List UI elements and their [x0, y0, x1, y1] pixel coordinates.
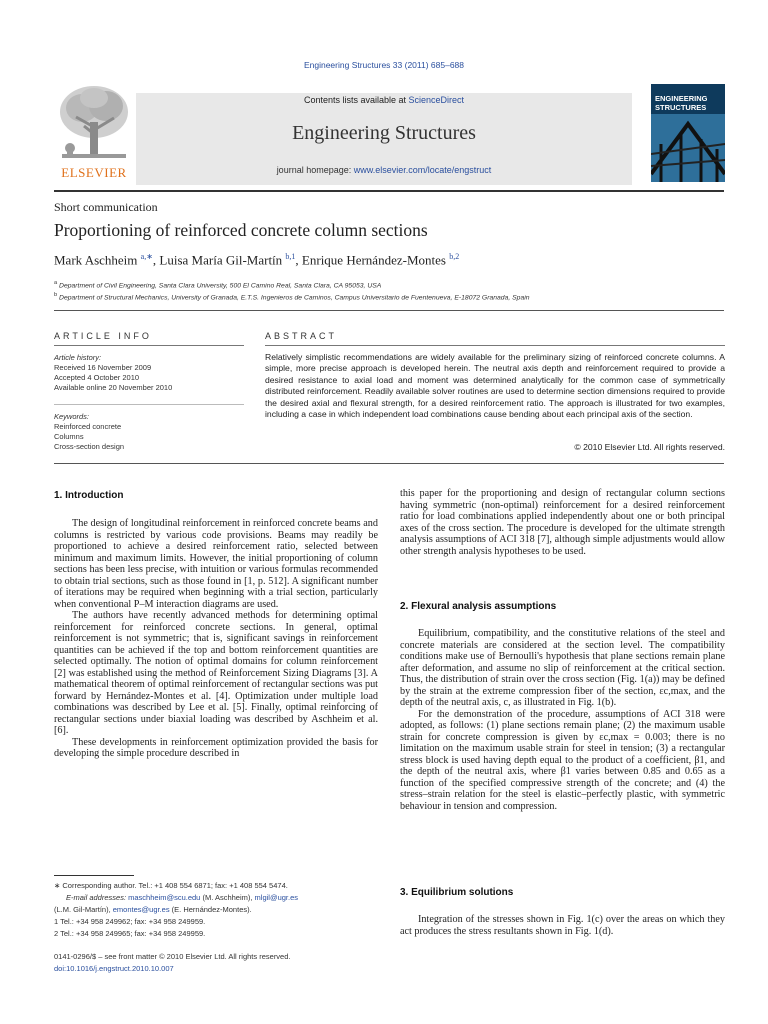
paragraph: Equilibrium, compatibility, and the constitutive relations of the steel and concrete materials are considered at the section level. The compatibility conditions make use of Bernoulli's hypothesis that plane sections remain plane after deformation, and assume no slip of reinforcement at the critical section. Thus, the distribution of strain over the cross section (Fig. 1(a)) may be defined by the strain at the extreme compression fiber of the section, εc,max, and the depth of the neutral axis, c, as illustrated in Fig. 1(b). [400, 628, 725, 708]
keyword: Columns [54, 432, 84, 441]
contents-line [136, 95, 632, 105]
right-column-continuation [400, 488, 725, 557]
keywords-label: Keywords: [54, 412, 90, 421]
left-column-body [54, 518, 378, 760]
author-affiliation-mark[interactable]: b,1 [285, 252, 296, 261]
email-link[interactable]: mlgil@ugr.es [254, 893, 299, 902]
paragraph: this paper for the proportioning and design of rectangular column sections having symmetric (non-optimal) reinforcement for a desired reinforcement ratio for load combinations applied independently about one or both principal axes of the cross section. The procedure is developed for the ultimate strength analysis assumptions of ACI 318 [7], although simple adjustments would allow other strength analysis hypotheses to be used. [400, 488, 725, 557]
homepage-prefix: journal homepage: [276, 165, 354, 175]
paragraph: These developments in reinforcement optimization provided the basis for developing the simple procedure described in [54, 736, 378, 759]
history-label: Article history: [54, 353, 102, 362]
footnote-2: 2 Tel.: +34 958 249965; fax: +34 958 249959. [54, 929, 206, 938]
received-date: Received 16 November 2009 [54, 363, 152, 372]
abstract-rule [265, 345, 725, 346]
section-2-heading: 2. Flexural analysis assumptions [400, 601, 557, 612]
cover-title [655, 94, 721, 112]
email-link[interactable]: emontes@ugr.es [112, 905, 170, 914]
affiliation-text: Department of Structural Mechanics, University of Granada, E.T.S. Ingenieros de Caminos, Campus Universitario de Fuentenueva, E-18072 Granada, Spain [59, 294, 530, 302]
journal-reference[interactable]: Engineering Structures 33 (2011) 685–688 [303, 60, 465, 70]
article-info-heading: ARTICLE INFO [54, 331, 152, 341]
section-2-body [400, 628, 725, 812]
paragraph: Integration of the stresses shown in Fig. 1(c) over the areas on which they act produces the stress resultants shown in Fig. 1(d). [400, 914, 725, 937]
author-name: Enrique Hernández-Montes [301, 252, 446, 268]
keyword: Reinforced concrete [54, 422, 122, 431]
email-owner: (M. Aschheim), [200, 893, 255, 902]
paragraph: The authors have recently advanced methods for determining optimal reinforcement for reinforced concrete sections. In general, optimal reinforcement is not symmetric; that is, significant savings in reinforcement quantities can be achieved if the top and bottom reinforcement quantities are selected optimally. The notion of optimal domains for column reinforcement [2] was established using the method of Reinforcement Sizing Diagrams [3]. A mathematical theorem of optimal reinforcement of rectangular sections was put forward by Hernández-Montes et al. [4]. Optimization under multiple load combinations was described by Lee et al. [5]. Finally, optimal reinforcing of rectangular sections under biaxial loading was described by Aschheim et al. [6]. [54, 610, 378, 736]
section-3-heading: 3. Equilibrium solutions [400, 887, 514, 898]
keywords-block [54, 412, 124, 452]
author-list: Mark Aschheim $^{a,∗}$, Luisa María Gil-Martín $^{b,1}$, Enrique Hernández-Montes $^{b,2}$ [54, 252, 460, 268]
author-affiliation-mark[interactable]: a,∗ [140, 252, 153, 261]
history-block [54, 353, 172, 393]
accepted-date: Accepted 4 October 2010 [54, 373, 140, 382]
article-type: Short communication [54, 200, 158, 214]
cover-title-line-2: STRUCTURES [655, 103, 707, 112]
footnote-corresponding: ∗ Corresponding author. Tel.: +1 408 554 6871; fax: +1 408 554 5474. [54, 881, 288, 890]
footnote-emails [54, 892, 298, 903]
sciencedirect-link[interactable]: ScienceDirect [408, 95, 465, 105]
homepage-line [136, 165, 632, 175]
author-name: Mark Aschheim [54, 252, 138, 268]
journal-title: Engineering Structures [292, 122, 476, 144]
cover-title-line-1: ENGINEERING [655, 94, 708, 103]
journal-cover-image [651, 84, 725, 182]
header-rule [54, 190, 724, 192]
article-info-rule [54, 345, 244, 346]
email-owner: (L.M. Gil-Martín), [54, 905, 113, 914]
email-label: E-mail addresses: [66, 893, 127, 902]
footnote-emails-cont [54, 904, 252, 915]
elsevier-wordmark: ELSEVIER [61, 165, 127, 180]
keywords-rule [54, 404, 244, 405]
affiliation-a [54, 280, 381, 289]
paragraph: For the demonstration of the procedure, assumptions of ACI 318 were adopted, as follows: (1) plane sections remain plane; (2) the maximum usable strain for concrete compression is given by εc,max = 0.003; there is no limitation on the maximum usable strain for steel in tension; (3) a rectangular stress block is used having depth equal to the product of a coefficient, β1, and the depth of the neutral axis, where β1 varies between 0.85 and 0.65 as a function of the specified compressive strength of the concrete; and (4) the stress–strain relation for the steel is elastic–perfectly plastic, with symmetric behaviour in tension and compression. [400, 708, 725, 812]
author-affiliation-mark[interactable]: b,2 [449, 252, 460, 261]
abstract-heading: ABSTRACT [265, 331, 338, 341]
affiliation-text: Department of Civil Engineering, Santa Clara University, 500 El Camino Real, Santa Clara, CA 95053, USA [59, 282, 382, 290]
homepage-link[interactable]: www.elsevier.com/locate/engstruct [353, 165, 492, 175]
paragraph: The design of longitudinal reinforcement in reinforced concrete beams and columns is restricted by various code provisions. Beams may readily be proportioned to achieve a desired reinforcement ratio, selected between minimum and maximum limits. However, the initial proportioning of column sections has been less precise, with intuition or various formulas recommended to obtain trial sections, such as those found in [1, p. 512]. A significant number of iterations may be required when beginning with a trial section, particularly when conventional P–M interaction diagrams are used. [54, 518, 378, 610]
affiliation-mark: b [54, 292, 58, 298]
abstract-end-rule [54, 463, 724, 464]
section-1-heading: 1. Introduction [54, 490, 124, 501]
cover-structure-art [651, 114, 725, 182]
doi-link[interactable]: doi:10.1016/j.engstruct.2010.10.007 [54, 964, 174, 973]
footnote-1: 1 Tel.: +34 958 249962; fax: +34 958 249959. [54, 917, 206, 926]
section-3-body [400, 914, 725, 937]
online-date: Available online 20 November 2010 [54, 383, 173, 392]
keyword: Cross-section design [54, 442, 125, 451]
author-name: Luisa María Gil-Martín [159, 252, 283, 268]
affiliation-b [54, 292, 530, 301]
contents-prefix: Contents lists available at [303, 95, 409, 105]
affiliation-mark: a [54, 280, 58, 286]
email-link[interactable]: maschheim@scu.edu [128, 893, 201, 902]
affiliation-rule [54, 310, 724, 311]
footnote-rule [54, 875, 134, 876]
abstract-text: Relatively simplistic recommendations are widely available for the preliminary sizing of reinforced concrete columns. A simple, more precise approach is developed herein. The neutral axis depth and reinforcement required to provide a desired resistance to axial load and moment was determined analytically for the common case of symmetrically distributed reinforcement. Readily available solver routines are used to determine section dimensions required to provide the desired axial and flexural strength, for a desired reinforcement ratio. The approach is illustrated for two examples, including a case in which independent load combinations cause bending about each principal axis of the section. [265, 352, 725, 420]
article-title: Proportioning of reinforced concrete column sections [54, 220, 428, 240]
front-matter-notice: 0141-0296/$ – see front matter © 2010 Elsevier Ltd. All rights reserved. [54, 952, 291, 961]
abstract-copyright: © 2010 Elsevier Ltd. All rights reserved. [574, 442, 725, 452]
email-owner: (E. Hernández-Montes). [169, 905, 252, 914]
